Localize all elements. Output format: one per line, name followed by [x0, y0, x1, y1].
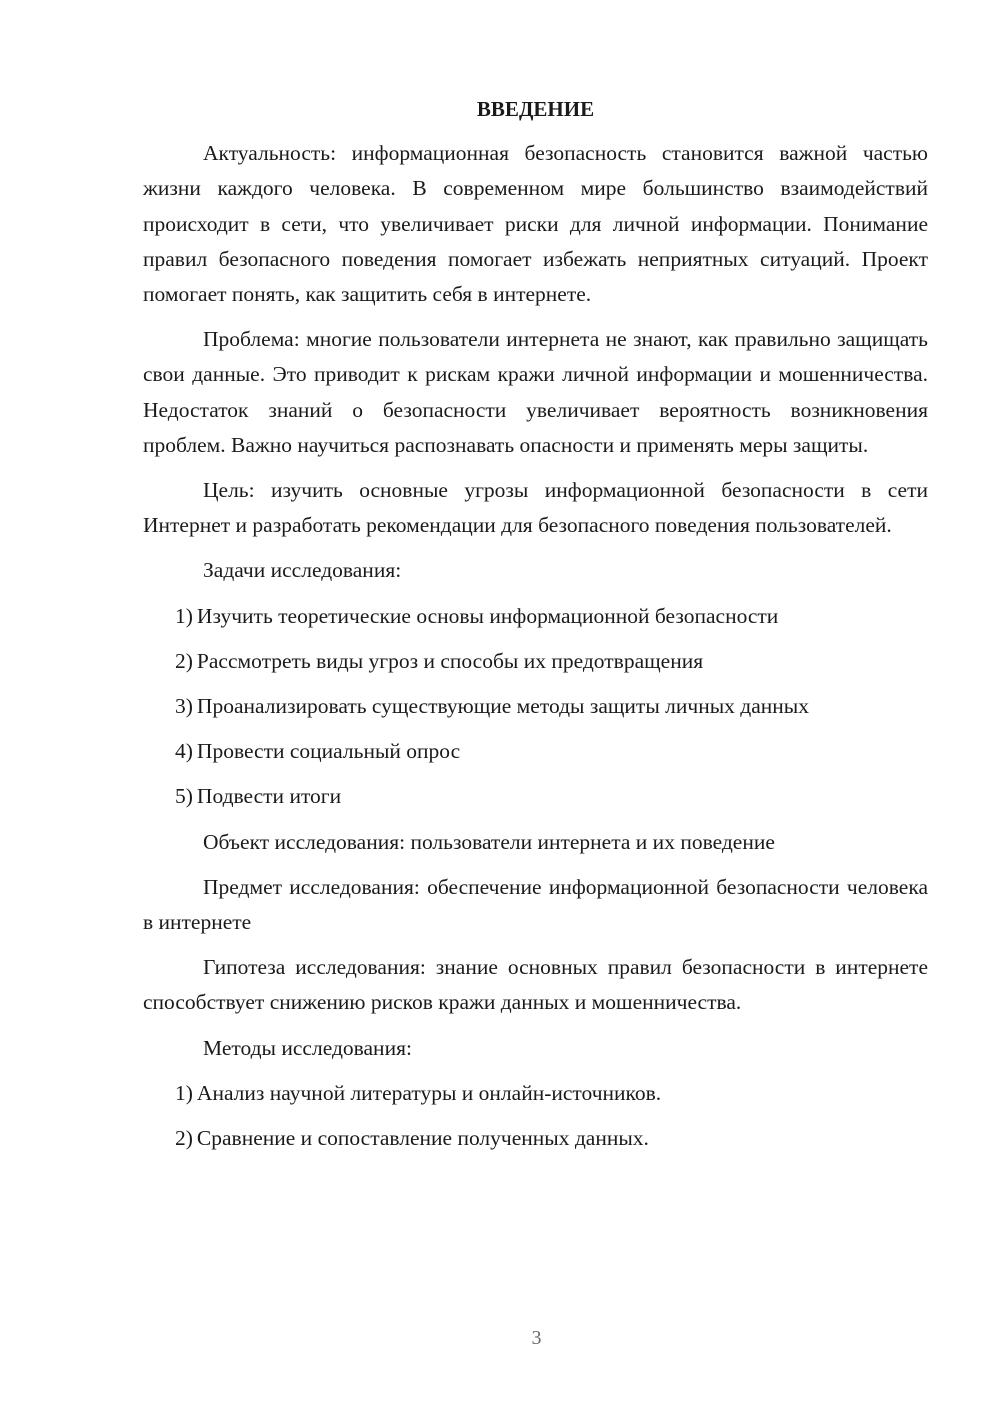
relevance-paragraph: Актуальность: информационная безопасность становится важной частью жизни каждого человека. В современном мире большинство взаимодействий происходит в сети, что увеличивает риски для личной информации. Понимание правил безопасного поведения помогает избежать неприятных ситуаций. Проект помогает понять, как защитить себя в интернете. [143, 141, 928, 307]
task-number: 2) [175, 648, 193, 673]
task-item [143, 599, 928, 634]
object-paragraph: Объект исследования: пользователи интернета и их поведение [203, 829, 775, 854]
task-text: Проанализировать существующие методы защиты личных данных [196, 694, 809, 719]
tasks-heading: Задачи исследования: [203, 558, 402, 583]
task-number: 3) [175, 694, 193, 719]
goal-paragraph: Цель: изучить основные угрозы информационной безопасности в сети Интернет и разработать рекомендации для безопасного поведения пользователей. [143, 478, 928, 538]
task-item [143, 734, 928, 769]
task-item [143, 689, 928, 724]
task-number: 1) [175, 603, 193, 628]
task-number: 4) [175, 739, 193, 764]
task-text: Изучить теоретические основы информационной безопасности [196, 603, 779, 628]
task-text: Подвести итоги [196, 784, 342, 809]
problem-paragraph: Проблема: многие пользователи интернета не знают, как правильно защищать свои данные. Это приводит к рискам кражи личной информации и мошенничества. Недостаток знаний о безопасности увеличивает вероятность возникновения проблем. Важно научиться распознавать опасности и применять меры защиты. [143, 327, 928, 457]
method-item [143, 1121, 928, 1156]
section-title: ВВЕДЕНИЕ [476, 97, 595, 121]
subject-paragraph: Предмет исследования: обеспечение информационной безопасности человека в интернете [143, 874, 928, 935]
method-text: Анализ научной литературы и онлайн-источников. [196, 1080, 662, 1105]
task-item [143, 779, 928, 814]
task-text: Рассмотреть виды угроз и способы их предотвращения [196, 648, 704, 673]
method-number: 1) [175, 1080, 193, 1105]
method-text: Сравнение и сопоставление полученных данных. [196, 1126, 649, 1151]
task-text: Провести социальный опрос [196, 739, 461, 764]
task-item [143, 644, 928, 679]
method-item [143, 1076, 928, 1111]
page-content [143, 92, 928, 1166]
task-number: 5) [175, 784, 193, 809]
hypothesis-paragraph: Гипотеза исследования: знание основных правил безопасности в интернете способствует снижению рисков кражи данных и мошенничества. [143, 955, 928, 1015]
method-number: 2) [175, 1126, 193, 1151]
methods-heading: Методы исследования: [203, 1035, 412, 1060]
page-number: 3 [531, 1327, 542, 1349]
